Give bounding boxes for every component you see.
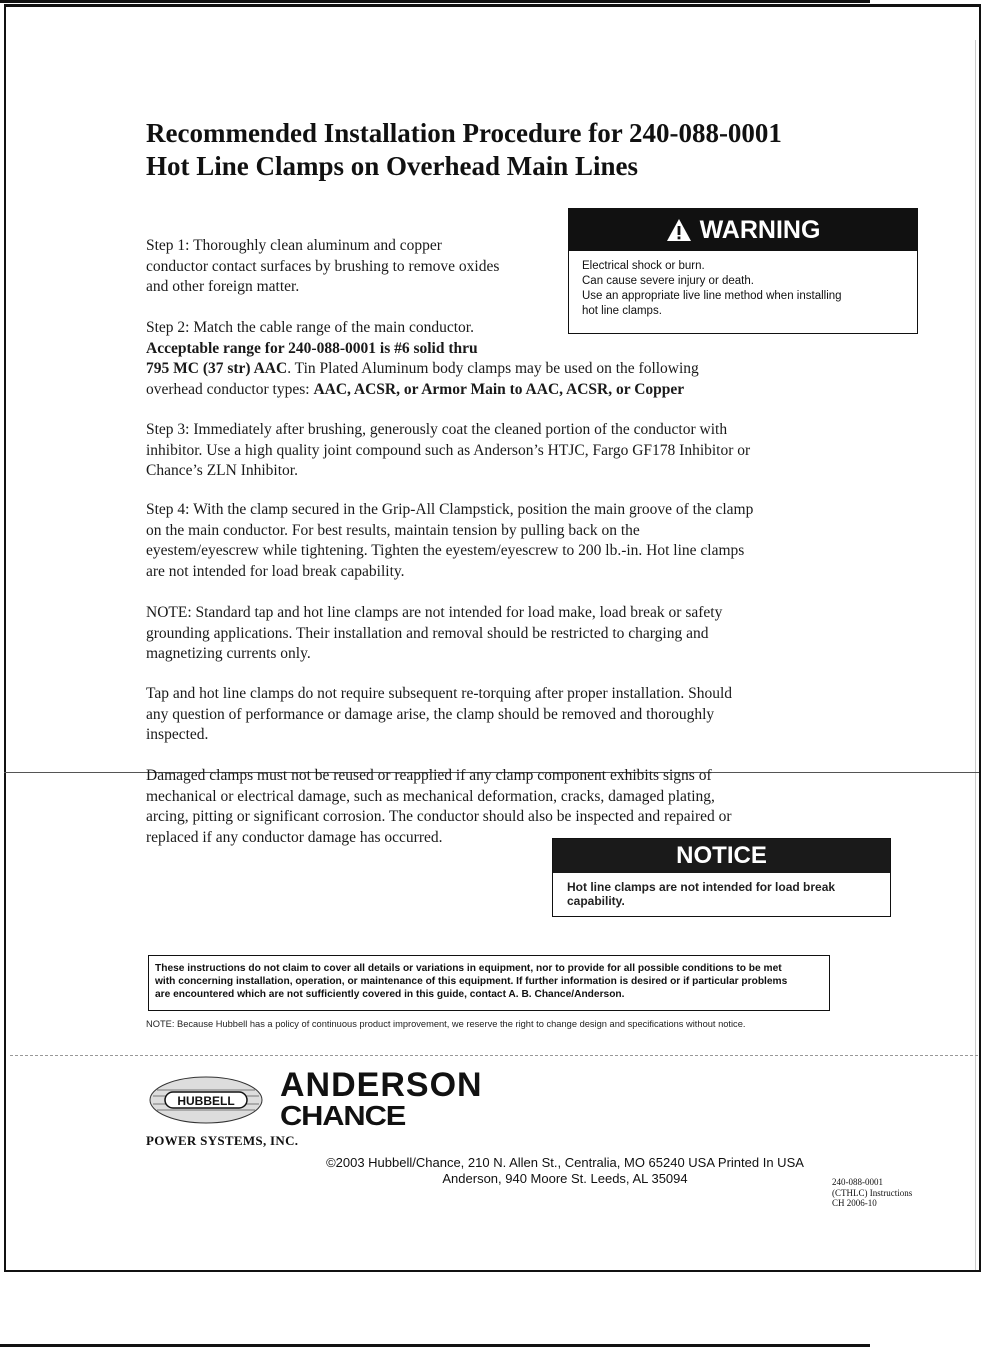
anderson-logo: ANDERSON: [280, 1066, 483, 1104]
docref-line: (CTHLC) Instructions: [832, 1187, 913, 1198]
disclaimer-line: are encountered which are not sufficiently covered in this guide, contact A. B. Chance/Anderson.: [155, 989, 625, 1000]
warning-box: [568, 208, 918, 334]
bottom-rule: [0, 1344, 870, 1347]
disclaimer-line: These instructions do not claim to cover all details or variations in equipment, nor to provide for all possible conditions to be met: [155, 963, 782, 974]
step-2-line: Acceptable range for 240-088-0001 is #6 solid thru: [146, 339, 478, 357]
note-line: NOTE: Standard tap and hot line clamps are not intended for load make, load break or safety: [146, 604, 723, 621]
policy-note: NOTE: Because Hubbell has a policy of continuous product improvement, we reserve the right to change design and specifications without notice.: [146, 1019, 746, 1029]
disclaimer-line: with concerning installation, operation, or maintenance of this equipment. If further information is desired or if particular problems: [155, 976, 788, 987]
scan-edge-line: [975, 40, 976, 1270]
note-line: magnetizing currents only.: [146, 645, 311, 662]
step-2-line: Step 2: Match the cable range of the main conductor.: [146, 319, 474, 336]
hubbell-logo-text: HUBBELL: [177, 1094, 235, 1108]
step-3-line: inhibitor. Use a high quality joint compound such as Anderson’s HTJC, Fargo GF178 Inhibitor or: [146, 441, 751, 459]
warning-body: [569, 251, 917, 319]
footer-divider: [10, 1055, 978, 1056]
damaged-line: Damaged clamps must not be reused or reapplied if any clamp component exhibits signs of: [146, 767, 712, 784]
notice-box: [552, 838, 891, 917]
notice-line: Hot line clamps are not intended for load break: [567, 880, 836, 894]
warning-line: Can cause severe injury or death.: [582, 275, 754, 287]
docref-line: 240-088-0001: [832, 1177, 883, 1187]
warning-line: hot line clamps.: [582, 305, 662, 317]
notice-line: capability.: [567, 893, 625, 908]
step-2-line: [146, 359, 699, 380]
step-2-text: overhead conductor types:: [146, 380, 314, 398]
warning-triangle-icon: [666, 218, 692, 242]
step-2-text: . Tin Plated Aluminum body clamps may be used on the following: [287, 360, 699, 377]
damaged-line: mechanical or electrical damage, such as mechanical deformation, cracks, damaged plating,: [146, 787, 715, 805]
note-line: grounding applications. Their installation and removal should be restricted to charging and: [146, 624, 709, 642]
page-title: [146, 117, 782, 183]
damaged-line: arcing, pitting or significant corrosion. The conductor should also be inspected and repaired or: [146, 808, 732, 825]
retorque-line: inspected.: [146, 726, 209, 743]
step-4-line: are not intended for load break capability.: [146, 562, 405, 580]
damaged-line: replaced if any conductor damage has occurred.: [146, 828, 443, 846]
top-rule: [0, 0, 870, 3]
title-line-1: Recommended Installation Procedure for 240-088-0001: [146, 118, 782, 148]
retorque-line: Tap and hot line clamps do not require subsequent re-torquing after proper installation. Should: [146, 685, 733, 702]
hubbell-logo: [147, 1074, 265, 1126]
step-3-line: Chance’s ZLN Inhibitor.: [146, 462, 298, 479]
docref-line: CH 2006-10: [832, 1198, 877, 1208]
power-systems-label: POWER SYSTEMS, INC.: [146, 1133, 299, 1148]
address-line-2: Anderson, 940 Moore St. Leeds, AL 35094: [442, 1171, 688, 1186]
document-reference: [832, 1177, 912, 1209]
warning-heading: WARNING: [699, 215, 821, 244]
step-1: [146, 236, 499, 298]
step-2-line: [146, 380, 699, 401]
step-4-line: eyestem/eyescrew while tightening. Tighten the eyestem/eyescrew to 200 lb.-in. Hot line clamps: [146, 542, 745, 559]
step-3: [146, 420, 750, 482]
retorque-line: any question of performance or damage arise, the clamp should be removed and thoroughly: [146, 705, 715, 723]
retorque-paragraph: [146, 684, 732, 746]
title-line-2: Hot Line Clamps on Overhead Main Lines: [146, 151, 639, 181]
step-3-line: Step 3: Immediately after brushing, generously coat the cleaned portion of the conductor with: [146, 421, 728, 438]
warning-line: Use an appropriate live line method when installing: [582, 290, 842, 302]
step-4: [146, 500, 753, 582]
warning-header: [569, 209, 917, 251]
chance-logo: CHANCE: [280, 1100, 406, 1131]
damaged-paragraph: [146, 766, 732, 848]
step-4-line: on the main conductor. For best results, maintain tension by pulling back on the: [146, 521, 640, 539]
step-1-line: conductor contact surfaces by brushing to remove oxides: [146, 257, 500, 275]
notice-heading: NOTICE: [553, 839, 890, 873]
note-paragraph: [146, 603, 722, 665]
step-2: [146, 318, 699, 400]
step-2-conductor-types: AAC, ACSR, or Armor Main to AAC, ACSR, or Copper: [313, 380, 685, 398]
step-4-line: Step 4: With the clamp secured in the Grip-All Clampstick, position the main groove of the clamp: [146, 501, 754, 518]
disclaimer-box: [148, 955, 830, 1011]
notice-body: [553, 873, 890, 908]
warning-line: Electrical shock or burn.: [582, 260, 705, 272]
step-2-range: 795 MC (37 str) AAC: [146, 360, 288, 377]
step-1-line: and other foreign matter.: [146, 278, 300, 295]
step-1-line: Step 1: Thoroughly clean aluminum and copper: [146, 237, 442, 254]
address-line-1: ©2003 Hubbell/Chance, 210 N. Allen St., Centralia, MO 65240 USA Printed In USA: [326, 1155, 804, 1170]
